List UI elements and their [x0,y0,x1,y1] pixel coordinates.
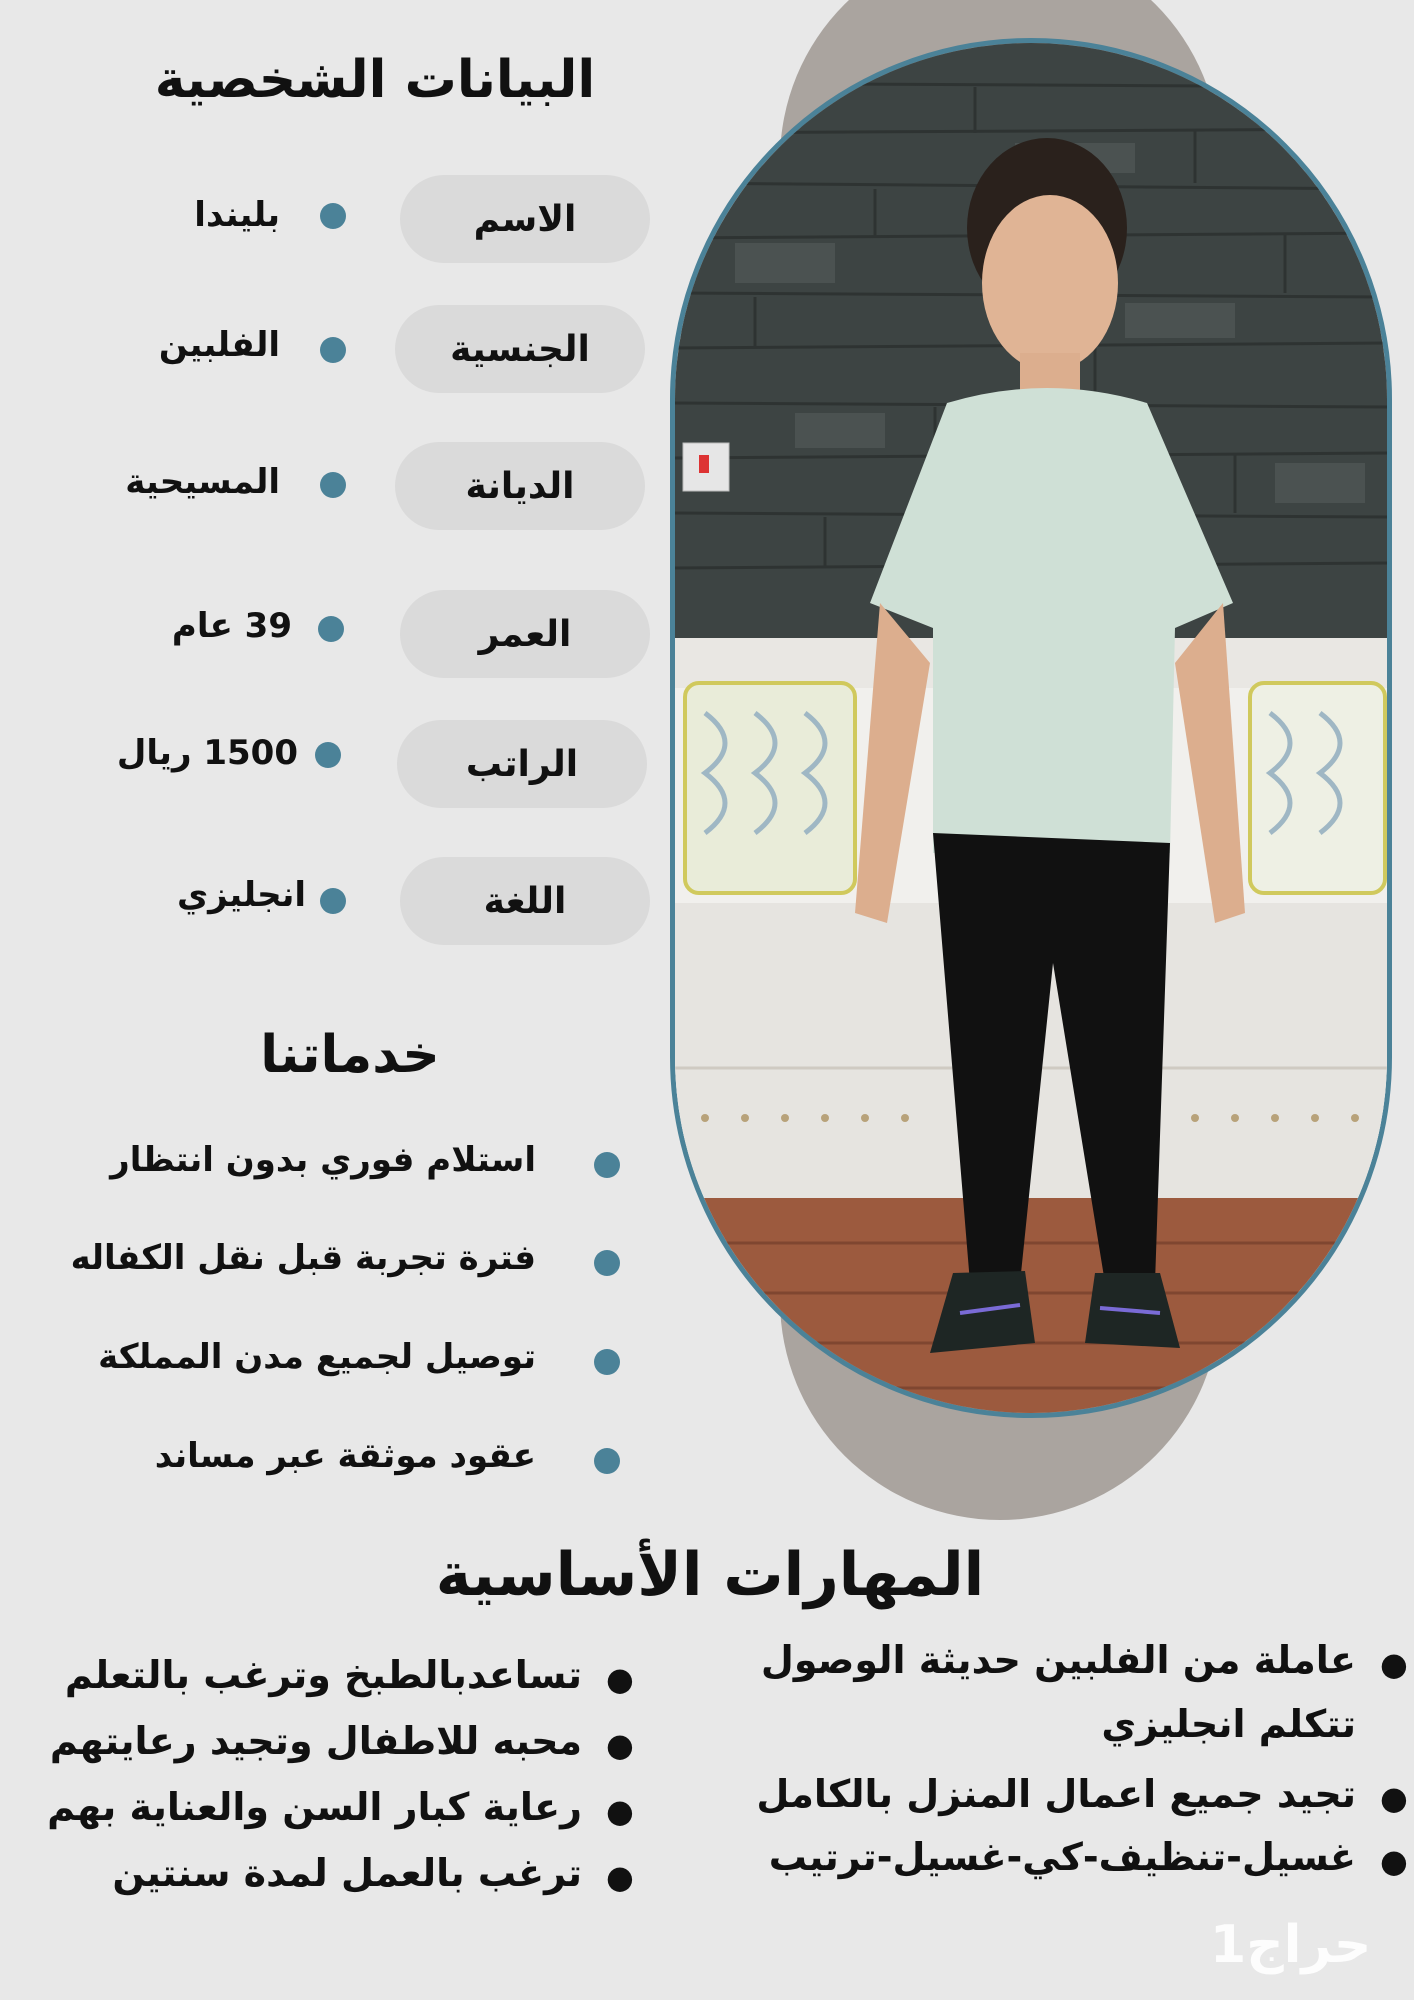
bullet-dot [594,1250,620,1276]
skill-item: ترغب بالعمل لمدة سنتين [112,1851,582,1895]
worker-photo-illustration [675,43,1387,1413]
bullet-dot [320,888,346,914]
bullet-dot [594,1448,620,1474]
label-language: اللغة [400,857,650,945]
value-language: انجليزي [177,875,306,915]
watermark-logo: حراج1 [1210,1915,1372,1975]
bullet-dot [594,1152,620,1178]
skill-item: تتكلم انجليزي [1101,1702,1356,1746]
bullet-dot: ● [606,1858,634,1896]
worker-photo [670,38,1392,1418]
skill-item: تجيد جميع اعمال المنزل بالكامل [756,1772,1356,1816]
service-item: عقود موثقة عبر مساند [154,1436,536,1476]
value-salary: 1500 ريال [116,733,298,773]
label-salary: الراتب [397,720,647,808]
bullet-dot [594,1349,620,1375]
personal-data-title: البيانات الشخصية [154,50,596,110]
value-name: بليندا [194,195,280,235]
label-religion: الديانة [395,442,645,530]
bullet-dot [320,337,346,363]
skill-item: محبه للاطفال وتجيد رعايتهم [49,1719,582,1763]
bullet-dot: ● [606,1792,634,1830]
service-item: توصيل لجميع مدن المملكة [98,1337,536,1377]
value-nationality: الفلبين [158,325,280,365]
label-age: العمر [400,590,650,678]
skill-item: غسيل-تنظيف-كي-غسيل-ترتيب [768,1835,1356,1879]
bullet-dot: ● [606,1726,634,1764]
bullet-dot: ● [1380,1842,1408,1880]
bullet-dot [320,472,346,498]
skill-item: تساعدبالطبخ وترغب بالتعلم [64,1653,582,1697]
label-name: الاسم [400,175,650,263]
value-age: 39 عام [171,606,292,646]
skill-item: عاملة من الفلبين حديثة الوصول [760,1638,1356,1682]
bullet-dot [315,742,341,768]
label-nationality: الجنسية [395,305,645,393]
service-item: فترة تجربة قبل نقل الكفاله [70,1238,536,1278]
value-religion: المسيحية [125,462,280,502]
skills-title: المهارات الأساسية [435,1540,985,1610]
bullet-dot: ● [606,1660,634,1698]
bullet-dot [320,203,346,229]
bullet-dot: ● [1380,1779,1408,1817]
service-item: استلام فوري بدون انتظار [110,1140,536,1180]
bullet-dot: ● [1380,1645,1408,1683]
services-title: خدماتنا [260,1025,440,1085]
skill-item: رعاية كبار السن والعناية بهم [47,1785,582,1829]
bullet-dot [318,616,344,642]
